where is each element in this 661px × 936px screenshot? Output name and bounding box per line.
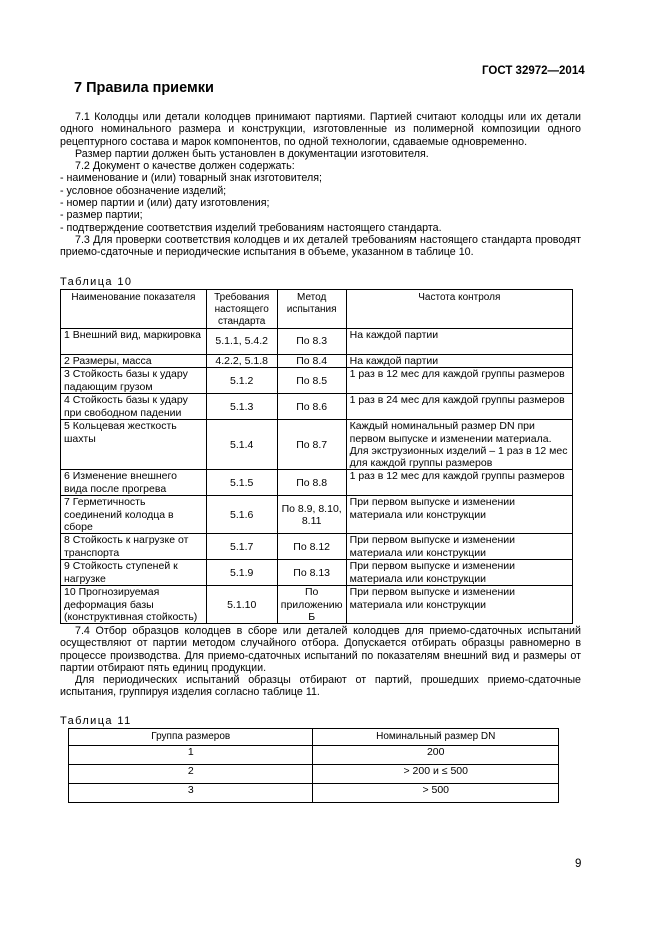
table-11 — [68, 728, 559, 803]
method-cell: По 8.12 — [277, 534, 346, 560]
method-cell: По 8.13 — [277, 560, 346, 586]
table-row — [61, 355, 573, 368]
table-header-cell: Частота контроля — [346, 290, 572, 329]
method-cell: По 8.6 — [277, 394, 346, 420]
size-group-cell: 1 — [69, 746, 313, 765]
requirement-cell: 5.1.9 — [206, 560, 277, 586]
frequency-cell: 1 раз в 24 мес для каждой группы размеров — [346, 394, 572, 420]
table-10-caption: Таблица 10 — [60, 276, 133, 288]
requirement-cell: 5.1.10 — [206, 586, 277, 624]
list-item: - наименование и (или) товарный знак изготовителя; — [60, 172, 323, 185]
requirement-cell: 5.1.5 — [206, 470, 277, 496]
table-row — [61, 470, 573, 496]
size-group-cell: 2 — [69, 765, 313, 784]
frequency-cell: 1 раз в 12 мес для каждой группы размеров — [346, 368, 572, 394]
method-cell: По 8.9, 8.10, 8.11 — [277, 496, 346, 534]
paragraph-7-4: 7.4 Отбор образцов колодцев в сборе или деталей колодцев для приемо-сдаточных испытаний осуществляют от партии методом случайного отбора. Допускается отбирать образцы равномерно в процессе производства. Для приемо-сдаточных испытаний по показателям внешний вид и размеры от партии отбирают пять единиц продукции. — [60, 625, 581, 674]
requirement-cell: 5.1.3 — [206, 394, 277, 420]
page-number: 9 — [575, 858, 582, 870]
table-header-cell: Группа размеров — [69, 729, 313, 746]
indicator-cell: 3 Стойкость базы к удару падающим грузом — [61, 368, 207, 394]
frequency-cell: При первом выпуске и изменении материала или конструкции — [346, 496, 572, 534]
frequency-cell: 1 раз в 12 мес для каждой группы размеров — [346, 470, 572, 496]
table-row — [69, 784, 559, 803]
indicator-cell: 4 Стойкость базы к удару при свободном падении — [61, 394, 207, 420]
frequency-cell: На каждой партии — [346, 355, 572, 368]
size-group-cell: 3 — [69, 784, 313, 803]
table-10 — [60, 289, 573, 624]
table-row — [69, 765, 559, 784]
list-item: - подтверждение соответствия изделий требованиям настоящего стандарта. — [60, 221, 442, 234]
indicator-cell: 5 Кольцевая жесткость шахты — [61, 420, 207, 470]
list-item: - размер партии; — [60, 209, 143, 222]
table-row — [61, 329, 573, 355]
nominal-size-cell: > 200 и ≤ 500 — [313, 765, 559, 784]
table-header-cell: Требования настоящего стандарта — [206, 290, 277, 329]
table-row — [61, 534, 573, 560]
list-item: - условное обозначение изделий; — [60, 184, 227, 197]
requirement-cell: 4.2.2, 5.1.8 — [206, 355, 277, 368]
paragraph-batch-size: Размер партии должен быть установлен в документации изготовителя. — [75, 147, 429, 160]
table-row — [61, 586, 573, 624]
section-body-continued — [60, 625, 581, 699]
paragraph-periodic-tests: Для периодических испытаний образцы отбирают от партий, прошедших приемо-сдаточные испытания, группируя изделия согласно таблице 11. — [60, 674, 581, 699]
nominal-size-cell: > 500 — [313, 784, 559, 803]
nominal-size-cell: 200 — [313, 746, 559, 765]
indicator-cell: 6 Изменение внешнего вида после прогрева — [61, 470, 207, 496]
paragraph-7-2: 7.2 Документ о качестве должен содержать: — [75, 160, 295, 173]
table-row — [61, 394, 573, 420]
indicator-cell: 2 Размеры, масса — [61, 355, 207, 368]
table-row — [61, 560, 573, 586]
section-body — [60, 111, 581, 259]
table-header-cell: Метод испытания — [277, 290, 346, 329]
requirement-cell: 5.1.2 — [206, 368, 277, 394]
table-row — [61, 368, 573, 394]
table-row — [61, 496, 573, 534]
frequency-cell: При первом выпуске и изменении материала или конструкции — [346, 586, 572, 624]
table-header-cell: Номинальный размер DN — [313, 729, 559, 746]
list-item: - номер партии и (или) дату изготовления; — [60, 197, 270, 210]
table-row — [69, 746, 559, 765]
table-11-caption: Таблица 11 — [60, 715, 132, 727]
indicator-cell: 1 Внешний вид, маркировка — [61, 329, 207, 355]
method-cell: По 8.3 — [277, 329, 346, 355]
frequency-cell: На каждой партии — [346, 329, 572, 355]
frequency-cell: При первом выпуске и изменении материала или конструкции — [346, 560, 572, 586]
frequency-cell: При первом выпуске и изменении материала или конструкции — [346, 534, 572, 560]
table-header-cell: Наименование показателя — [61, 290, 207, 329]
indicator-cell: 9 Стойкость ступеней к нагрузке — [61, 560, 207, 586]
table-row — [61, 420, 573, 470]
method-cell: По приложению Б — [277, 586, 346, 624]
paragraph-7-3: 7.3 Для проверки соответствия колодцев и их деталей требованиям настоящего стандарта проводят приемо-сдаточные и периодические испытания в объеме, указанном в таблице 10. — [60, 233, 581, 259]
paragraph-7-1: 7.1 Колодцы или детали колодцев принимают партиями. Партией считают колодцы или их детали одного номинального размера и конструкции, изготовленные из полимерной композиции одного рецептурного состава и марок компонентов, по одной технологии, сдаваемые одновременно. — [60, 111, 581, 148]
requirement-cell: 5.1.6 — [206, 496, 277, 534]
frequency-cell: Каждый номинальный размер DN при первом выпуске и изменении материала. Для экструзионных изделий – 1 раз в 12 мес для каждой группы размеров — [346, 420, 572, 470]
indicator-cell: 8 Стойкость к нагрузке от транспорта — [61, 534, 207, 560]
method-cell: По 8.8 — [277, 470, 346, 496]
requirement-cell: 5.1.1, 5.4.2 — [206, 329, 277, 355]
indicator-cell: 7 Герметичность соединений колодца в сборе — [61, 496, 207, 534]
section-title: 7 Правила приемки — [74, 80, 214, 96]
method-cell: По 8.7 — [277, 420, 346, 470]
indicator-cell: 10 Прогнозируемая деформация базы (конструктивная стойкость) — [61, 586, 207, 624]
requirement-cell: 5.1.7 — [206, 534, 277, 560]
requirement-cell: 5.1.4 — [206, 420, 277, 470]
method-cell: По 8.4 — [277, 355, 346, 368]
standard-number: ГОСТ 32972—2014 — [482, 65, 585, 77]
method-cell: По 8.5 — [277, 368, 346, 394]
